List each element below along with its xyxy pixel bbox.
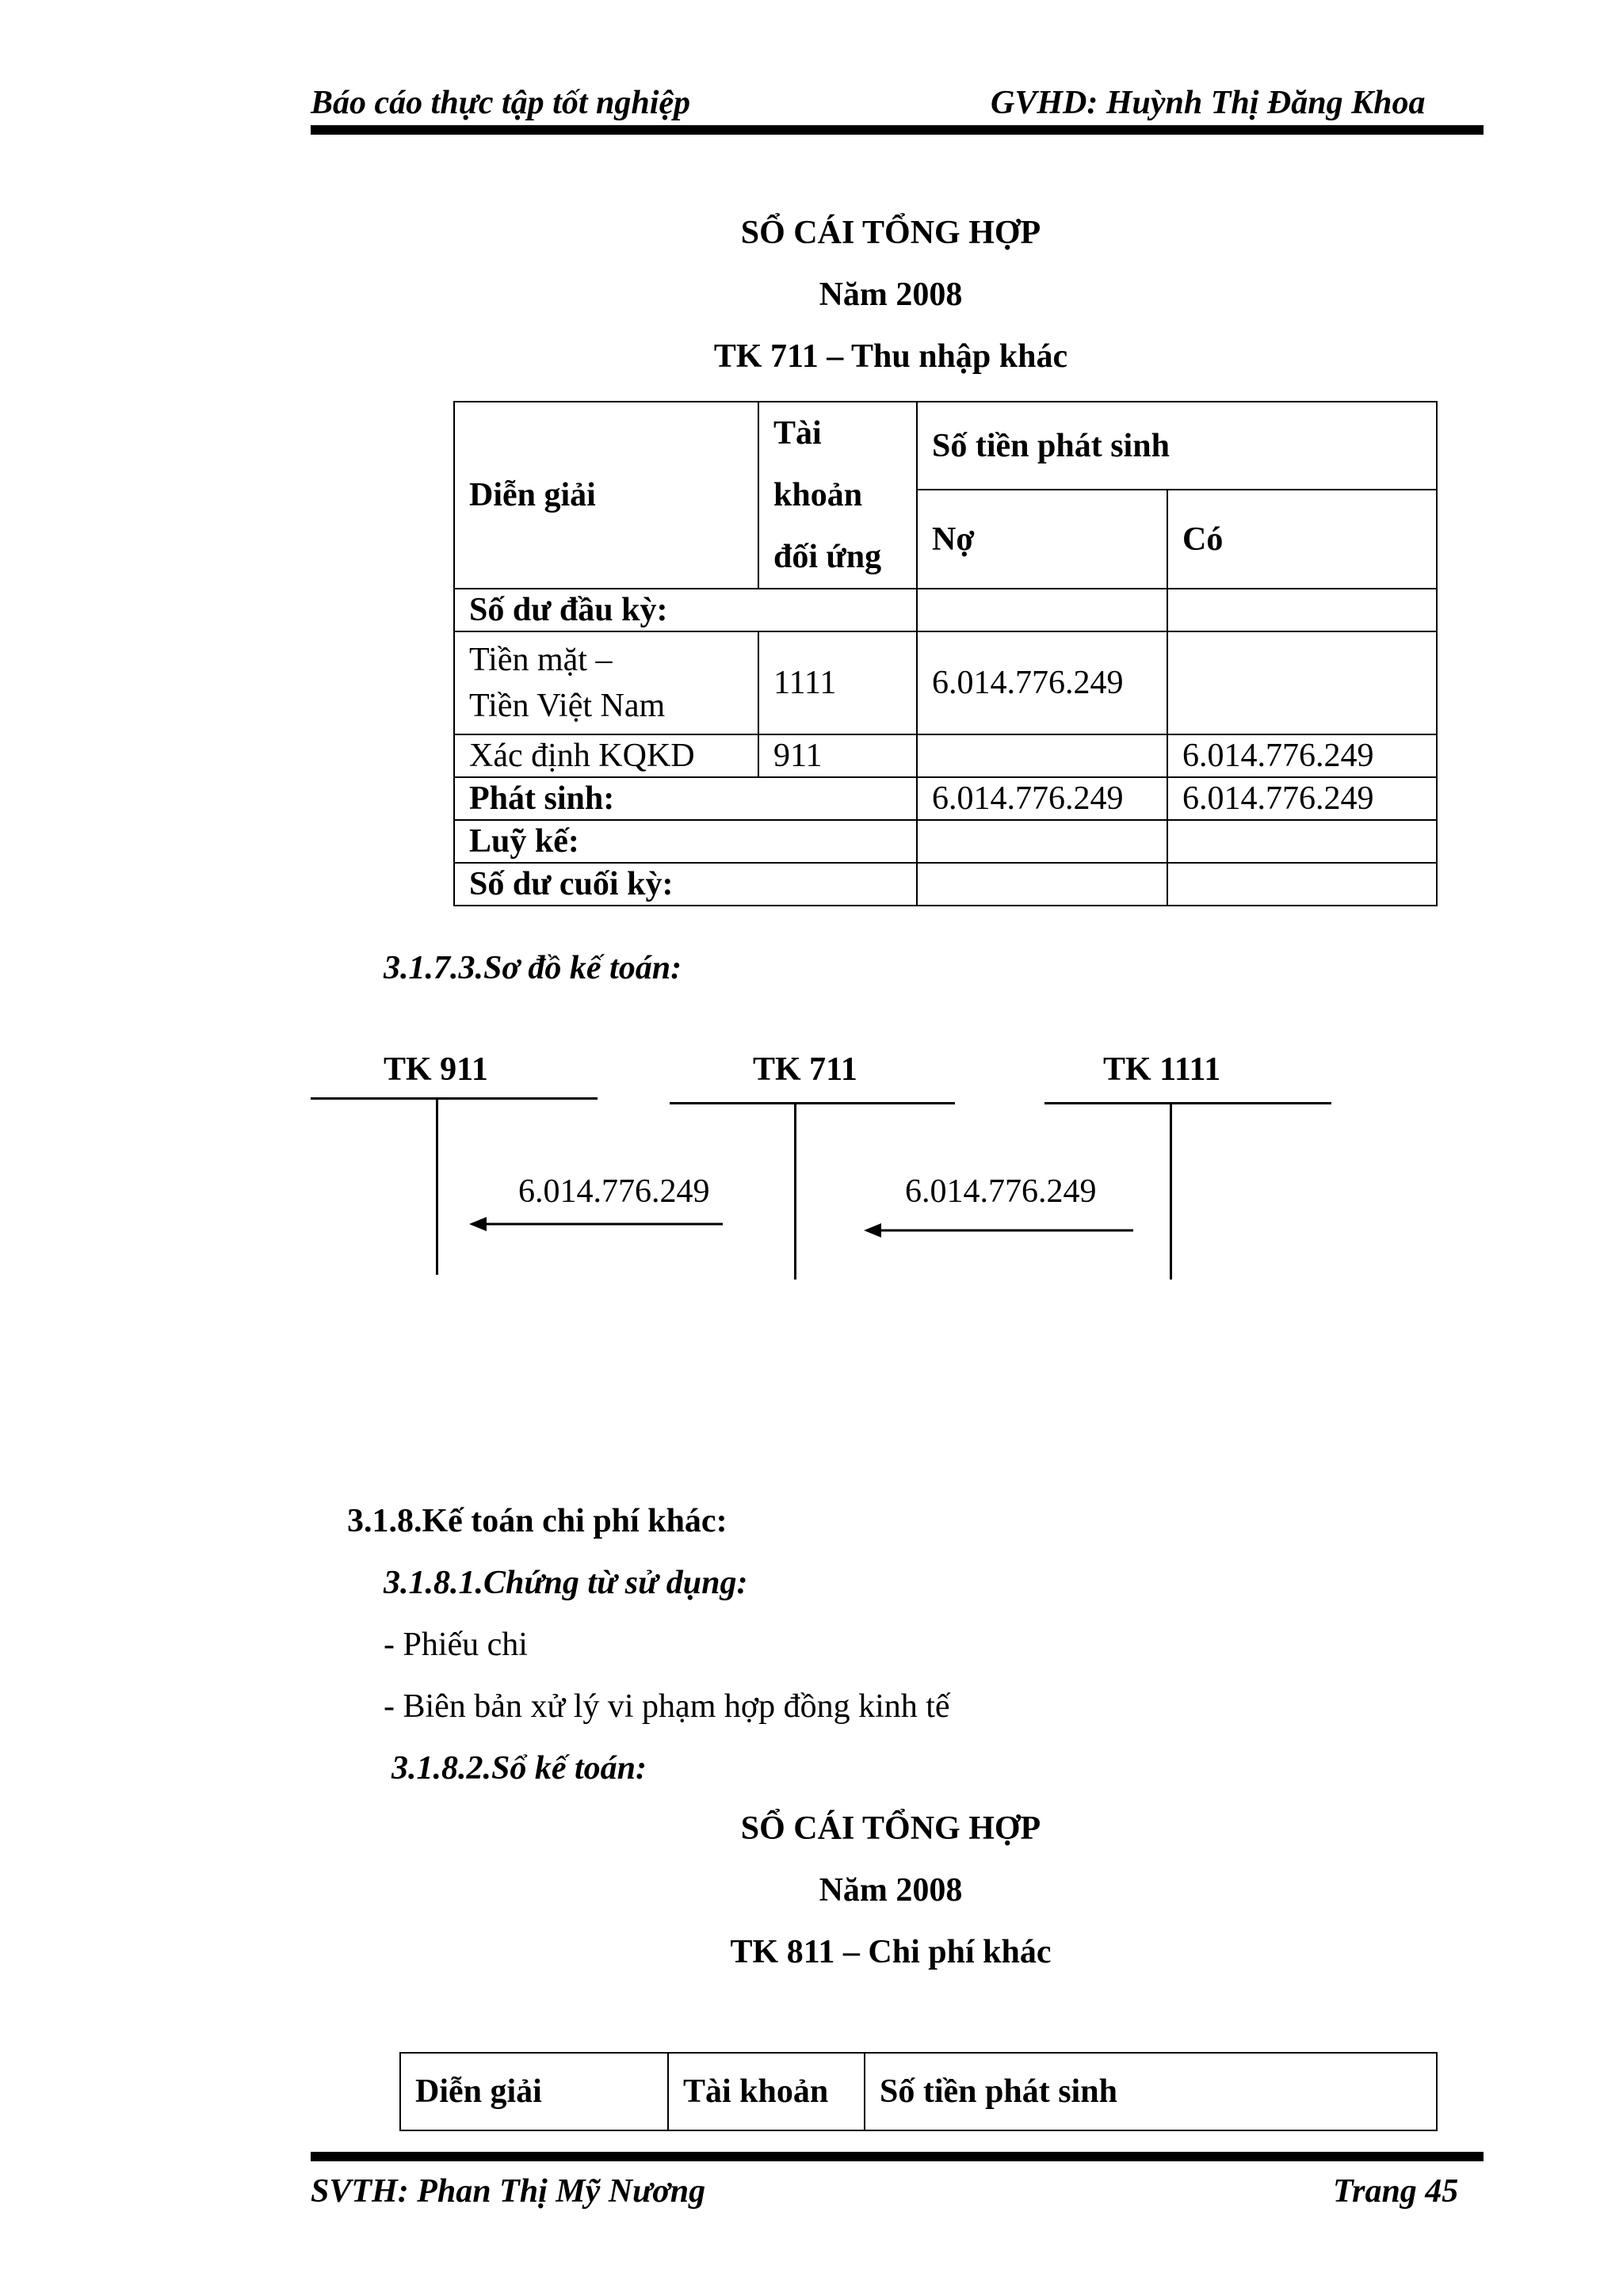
header-advisor: GVHD: Huỳnh Thị Đăng Khoa <box>991 85 1426 121</box>
section-heading: 3.1.8.Kế toán chi phí khác: <box>347 1503 727 1539</box>
row-credit <box>1167 863 1437 906</box>
t-account-711-top <box>670 1102 955 1104</box>
ledger1-account: TK 711 – Thu nhập khác <box>713 338 1068 375</box>
table-row <box>454 777 1437 820</box>
ledger1-title: SỔ CÁI TỔNG HỢP <box>740 215 1041 251</box>
row-desc: Xác định KQKD <box>454 734 758 777</box>
footer-student: SVTH: Phan Thị Mỹ Nương <box>311 2173 706 2210</box>
flow-amount-711-to-911: 6.014.776.249 <box>518 1173 710 1210</box>
header-ornament <box>857 89 920 119</box>
table-row <box>454 820 1437 863</box>
ledger1-table <box>453 401 1438 906</box>
row-credit <box>1167 631 1437 734</box>
diagram-heading: 3.1.7.3.Sơ đồ kế toán: <box>384 950 682 986</box>
row-debit: 6.014.776.249 <box>917 631 1167 734</box>
list-item: - Biên bản xử lý vi phạm hợp đồng kinh tế <box>384 1688 950 1725</box>
row-debit <box>917 863 1167 906</box>
row-account: 911 <box>758 734 917 777</box>
t-account-label-711: TK 711 <box>753 1051 857 1088</box>
flow-arrow-1111-to-711 <box>862 1219 1140 1242</box>
row-debit: 6.014.776.249 <box>917 777 1167 820</box>
t-account-711-stem <box>794 1104 796 1280</box>
footer-page-number: Trang 45 <box>1333 2173 1459 2210</box>
ledger2-table <box>399 2052 1438 2131</box>
header-report-title: Báo cáo thực tập tốt nghiệp <box>311 85 691 121</box>
ledger2-year: Năm 2008 <box>819 1872 963 1909</box>
ledger2-title: SỔ CÁI TỔNG HỢP <box>740 1810 1041 1847</box>
row-desc <box>454 631 758 734</box>
table-row <box>454 863 1437 906</box>
row-desc: Luỹ kế: <box>454 820 917 863</box>
col-account-line2: khoản <box>773 477 863 513</box>
col-desc-header: Diễn giải <box>400 2053 668 2130</box>
t-account-label-1111: TK 1111 <box>1103 1051 1221 1088</box>
t-account-label-911: TK 911 <box>384 1051 488 1088</box>
row-desc: Số dư đầu kỳ: <box>454 589 917 631</box>
subsection-books: 3.1.8.2.Sổ kế toán: <box>391 1750 647 1787</box>
col-desc-header: Diễn giải <box>454 402 758 589</box>
t-account-911-top <box>311 1097 598 1100</box>
t-account-1111-top <box>1044 1102 1331 1104</box>
row-desc: Số dư cuối kỳ: <box>454 863 917 906</box>
col-account-line1: Tài <box>773 415 822 452</box>
col-credit-header: Có <box>1167 490 1437 589</box>
col-amount-header: Số tiền phát sinh <box>917 402 1437 490</box>
col-account-header: Tài khoản <box>668 2053 865 2130</box>
table-header-row <box>400 2053 1437 2130</box>
table-row <box>454 589 1437 631</box>
t-account-911-stem <box>436 1099 438 1275</box>
col-amount-header: Số tiền phát sinh <box>865 2053 1437 2130</box>
col-account-header <box>758 402 917 589</box>
footer-rule <box>311 2152 1484 2161</box>
row-debit <box>917 820 1167 863</box>
ledger1-year: Năm 2008 <box>819 277 963 313</box>
table-row <box>454 734 1437 777</box>
row-desc-line1: Tiền mặt – <box>469 642 613 678</box>
row-debit <box>917 589 1167 631</box>
row-credit: 6.014.776.249 <box>1167 777 1437 820</box>
col-debit-header: Nợ <box>917 490 1167 589</box>
row-credit: 6.014.776.249 <box>1167 734 1437 777</box>
row-desc: Phát sinh: <box>454 777 917 820</box>
subsection-documents: 3.1.8.1.Chứng từ sử dụng: <box>384 1565 748 1601</box>
header-rule <box>311 125 1484 135</box>
col-account-line3: đối ứng <box>773 539 882 575</box>
row-credit <box>1167 589 1437 631</box>
table-header-row <box>454 402 1437 490</box>
row-account: 1111 <box>758 631 917 734</box>
ledger2-account: TK 811 – Chi phí khác <box>730 1934 1052 1970</box>
row-credit <box>1167 820 1437 863</box>
t-account-1111-stem <box>1170 1104 1172 1280</box>
table-row <box>454 631 1437 734</box>
list-item: - Phiếu chi <box>384 1627 528 1663</box>
flow-arrow-711-to-911 <box>468 1212 729 1236</box>
flow-amount-1111-to-711: 6.014.776.249 <box>905 1173 1097 1210</box>
row-desc-line2: Tiền Việt Nam <box>469 688 666 724</box>
row-debit <box>917 734 1167 777</box>
